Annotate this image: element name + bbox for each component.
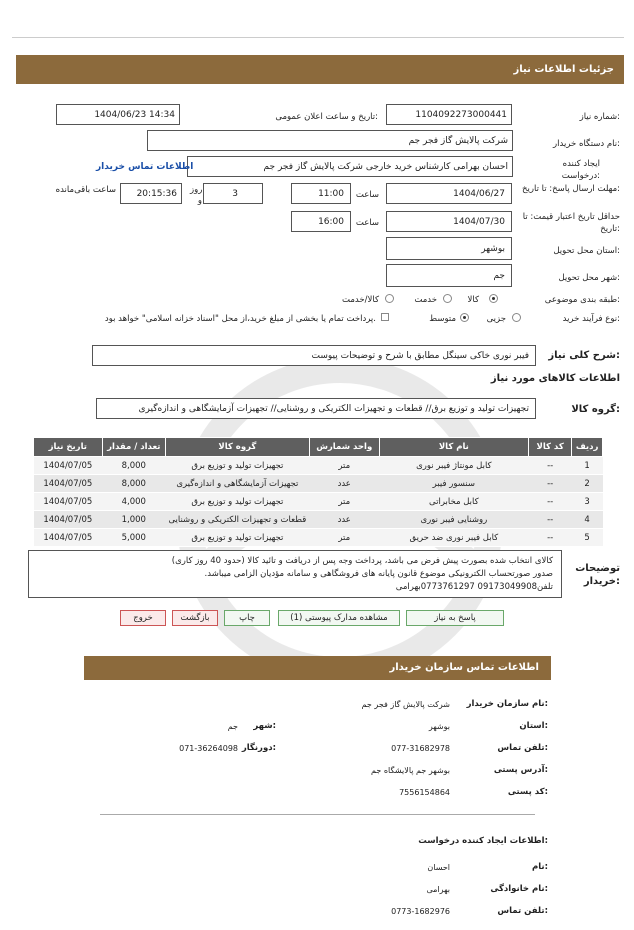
days-label: روز و: [190, 185, 203, 206]
goods-group-field: تجهیزات تولید و توزیع برق// قطعات و تجهیزات الکتریکی و روشنایی// تجهیزات آزمایشگاهی و اندازه‌گیری: [96, 398, 536, 419]
creator-phone-value: 0773-1682976: [391, 907, 450, 916]
cell-group: تجهیزات تولید و توزیع برق: [165, 457, 309, 475]
cell-index: 1: [572, 457, 603, 475]
cell-date: 1404/07/05: [34, 529, 103, 547]
cell-date: 1404/07/05: [34, 493, 103, 511]
summary-field: فیبر نوری خاکی سینگل مطابق با شرح و توضیحات پیوست: [92, 345, 536, 366]
category-option-goods: کالا: [467, 295, 479, 305]
top-divider: [12, 37, 624, 38]
creator-field: احسان بهرامی کارشناس خرید خارجی شرکت پالایش گاز فجر جم: [187, 156, 513, 177]
cell-code: --: [529, 529, 572, 547]
family-value: بهرامی: [426, 885, 450, 894]
province-contact-label: استان:: [519, 721, 548, 731]
cell-index: 2: [572, 475, 603, 493]
reply-button[interactable]: پاسخ به نیاز: [406, 610, 504, 626]
back-button[interactable]: بازگشت: [172, 610, 218, 626]
cell-date: 1404/07/05: [34, 511, 103, 529]
table-row: [34, 529, 603, 547]
deadline-time-label: ساعت: [355, 190, 379, 200]
address-label: آدرس پستی:: [493, 765, 548, 775]
name-value: احسان: [427, 863, 450, 872]
buyer-label: نام دستگاه خریدار:: [553, 139, 620, 149]
category-radio-service[interactable]: [443, 294, 452, 303]
validity-time-field: 16:00: [291, 211, 351, 232]
postal-label: کد پستی:: [507, 787, 548, 797]
col-group: گروه کالا: [165, 438, 309, 457]
buyer-notes-label: توضیحات خریدار:: [575, 563, 620, 587]
cell-code: --: [529, 493, 572, 511]
treasury-payment-checkbox[interactable]: [381, 313, 389, 321]
cell-qty: 4,000: [102, 493, 165, 511]
process-radio-medium[interactable]: [460, 313, 469, 322]
buyer-field: شرکت پالایش گاز فجر جم: [147, 130, 513, 151]
cell-group: تجهیزات تولید و توزیع برق: [165, 529, 309, 547]
announce-field: 1404/06/23 14:34: [56, 104, 180, 125]
col-date: تاریخ نیاز: [34, 438, 103, 457]
cell-qty: 8,000: [102, 457, 165, 475]
need-number-label: شماره نیاز:: [579, 112, 620, 122]
cell-qty: 1,000: [102, 511, 165, 529]
attachments-button[interactable]: مشاهده مدارک پیوستی (1): [278, 610, 400, 626]
announce-label: تاریخ و ساعت اعلان عمومی:: [275, 112, 378, 122]
items-table: [33, 437, 603, 547]
cell-qty: 8,000: [102, 475, 165, 493]
cell-index: 4: [572, 511, 603, 529]
validity-time-label: ساعت: [355, 218, 379, 228]
fax-label: دورنگار:: [241, 743, 276, 753]
address-value: بوشهر جم پالایشگاه جم: [371, 766, 450, 775]
cell-name: کابل فیبر نوری ضد حریق: [379, 529, 528, 547]
category-label: طبقه بندی موضوعی:: [544, 295, 620, 305]
city-contact-label: شهر:: [253, 721, 276, 731]
buyer-notes-field: [28, 550, 562, 598]
cell-unit: متر: [309, 457, 379, 475]
cell-code: --: [529, 457, 572, 475]
category-option-service: خدمت: [414, 295, 437, 305]
table-row: [34, 493, 603, 511]
province-contact-value: بوشهر: [428, 722, 450, 731]
cell-name: سنسور فیبر: [379, 475, 528, 493]
goods-group-label: گروه کالا:: [571, 404, 620, 415]
deadline-label: مهلت ارسال پاسخ: تا تاریخ:: [522, 184, 620, 194]
buyer-notes-line3: تلفن09173049908 0773761297بهرامی: [395, 582, 553, 592]
fax-value: 071-36264098: [179, 744, 238, 753]
table-row: [34, 511, 603, 529]
category-radio-goods[interactable]: [489, 294, 498, 303]
cell-name: کابل مخابراتی: [379, 493, 528, 511]
remaining-time-field: 20:15:36: [120, 183, 182, 204]
cell-group: تجهیزات آزمایشگاهی و اندازه‌گیری: [165, 475, 309, 493]
cell-name: روشنایی فیبر نوری: [379, 511, 528, 529]
phone-value: 077-31682978: [391, 744, 450, 753]
page-title: جزئیات اطلاعات نیاز: [513, 64, 614, 75]
goods-section-title: اطلاعات کالاهای مورد نیاز: [490, 373, 620, 384]
col-name: نام کالا: [379, 438, 528, 457]
cell-qty: 5,000: [102, 529, 165, 547]
payment-note: پرداخت تمام یا بخشی از مبلغ خرید،از محل "اسناد خزانه اسلامی" خواهد بود.: [104, 314, 376, 324]
print-button[interactable]: چاپ: [224, 610, 270, 626]
city-label: شهر محل تحویل:: [558, 273, 620, 283]
col-qty: تعداد / مقدار: [102, 438, 165, 457]
cell-group: تجهیزات تولید و توزیع برق: [165, 493, 309, 511]
process-option-minor: جزیی: [486, 314, 506, 324]
cell-code: --: [529, 475, 572, 493]
col-code: کد کالا: [529, 438, 572, 457]
cell-code: --: [529, 511, 572, 529]
process-option-medium: متوسط: [429, 314, 456, 324]
table-row: [34, 475, 603, 493]
table-row: [34, 457, 603, 475]
validity-label: حداقل تاریخ اعتبار قیمت: تا تاریخ:: [522, 212, 620, 234]
summary-label: شرح کلی نیاز:: [548, 350, 620, 361]
cell-name: کابل مونتاژ فیبر نوری: [379, 457, 528, 475]
creator-label: ایجاد کننده درخواست:: [561, 159, 600, 181]
creator-phone-label: تلفن تماس:: [497, 906, 548, 916]
city-contact-value: جم: [227, 722, 238, 731]
deadline-time-field: 11:00: [291, 183, 351, 204]
col-unit: واحد شمارش: [309, 438, 379, 457]
province-field: بوشهر: [386, 237, 512, 260]
contact-title-bar: [84, 656, 551, 680]
category-radio-goods-service[interactable]: [385, 294, 394, 303]
cell-unit: عدد: [309, 475, 379, 493]
buyer-notes-line1: کالای انتخاب شده بصورت پیش فرض می باشد، پرداخت وجه پس از دریافت و تائید کالا (حدود 40 روز کاری): [171, 556, 553, 566]
validity-date-field: 1404/07/30: [386, 211, 512, 232]
org-label: نام سازمان خریدار:: [466, 699, 548, 709]
buyer-contact-link[interactable]: اطلاعات تماس خریدار: [96, 162, 194, 172]
cell-unit: متر: [309, 493, 379, 511]
deadline-date-field: 1404/06/27: [386, 183, 512, 204]
cell-index: 5: [572, 529, 603, 547]
cell-unit: متر: [309, 529, 379, 547]
items-table-header: [34, 438, 603, 457]
cell-date: 1404/07/05: [34, 457, 103, 475]
phone-label: تلفن تماس:: [497, 743, 548, 753]
cell-date: 1404/07/05: [34, 475, 103, 493]
name-label: نام:: [531, 862, 548, 872]
remaining-label: ساعت باقی‌مانده: [55, 185, 116, 195]
contact-title: اطلاعات تماس سازمان خریدار: [389, 662, 539, 673]
contact-divider: [100, 814, 535, 815]
postal-value: 7556154864: [399, 788, 450, 797]
cell-unit: عدد: [309, 511, 379, 529]
org-value: شرکت پالایش گاز فجر جم: [361, 700, 450, 709]
process-radio-minor[interactable]: [512, 313, 521, 322]
province-label: استان محل تحویل:: [553, 246, 620, 256]
family-label: نام خانوادگی:: [490, 884, 548, 894]
buyer-notes-line2: صدور صورتحساب الکترونیکی موضوع قانون پایانه های فروشگاهی و سامانه مؤدیان الزامی میباشد.: [204, 569, 553, 579]
process-label: نوع فرآیند خرید:: [562, 314, 620, 324]
exit-button[interactable]: خروج: [120, 610, 166, 626]
days-field: 3: [203, 183, 263, 204]
creator-section-label: اطلاعات ایجاد کننده درخواست:: [418, 836, 548, 846]
col-index: ردیف: [572, 438, 603, 457]
category-option-goods-service: کالا/خدمت: [342, 295, 379, 305]
cell-group: قطعات و تجهیزات الکتریکی و روشنایی: [165, 511, 309, 529]
city-field: جم: [386, 264, 512, 287]
page-title-bar: [16, 55, 624, 84]
cell-index: 3: [572, 493, 603, 511]
need-number-field: 1104092273000441: [386, 104, 512, 125]
